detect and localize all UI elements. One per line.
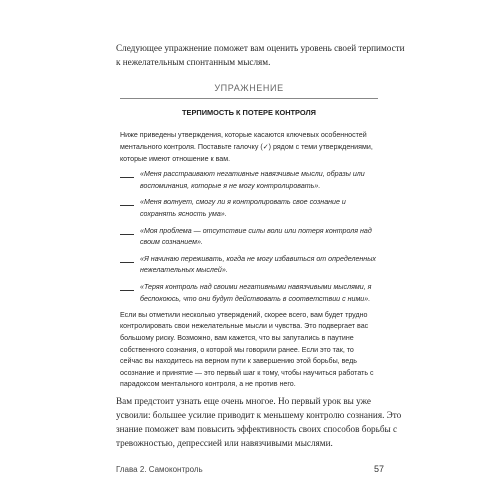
statement-text: «Меня волнует, смогу ли я контролировать свое сознание и сохранять ясность ума». — [140, 198, 346, 219]
statement-item — [120, 254, 378, 278]
checkbox-blank — [120, 226, 134, 235]
statement-text: «Моя проблема — отсутствие силы воли или потеря контроля над своим сознанием». — [140, 226, 372, 247]
statement-item — [120, 169, 378, 193]
checkbox-blank — [120, 282, 134, 291]
statement-item — [120, 197, 378, 221]
checkbox-blank — [120, 197, 134, 206]
statement-list — [120, 169, 378, 305]
page-number: 57 — [373, 464, 384, 474]
statement-text: «Теряя контроль над своими негативными навязчивыми мыслями, я беспокоюсь, что они будут действовать в соответствии с ними». — [140, 282, 372, 303]
statement-item — [120, 282, 378, 306]
footer-chapter: Глава 2. Самоконтроль — [116, 465, 203, 474]
exercise-conclusion: Если вы отметили несколько утверждений, скорее всего, вам будет трудно контролировать свои нежелательные мысли и чувства. Это подвергает вас большому риску. Возможно, вам кажется, что вы запутались в паутине собственного сознания, о которой мы говорили ранее. Если это так, то сейчас вы находитесь на верном пути к завершению этой борьбы, ведь осознание и принятие — это первый шаг к тому, чтобы научиться работать с парадоксом ментального контроля, а не против него. — [120, 310, 374, 389]
exercise-divider — [120, 98, 378, 99]
exercise-box — [120, 81, 378, 391]
outro-paragraph: Вам предстоит узнать еще очень многое. Но первый урок вы уже усвоили: большее усилие приводит к меньшему контролю сознания. Это знание поможет вам повысить эффективность своих способов борьбы с тревожностью, депрессией или навязчивыми мыслями. — [116, 396, 402, 448]
checkbox-blank — [120, 254, 134, 263]
exercise-tag: УПРАЖНЕНИЕ — [214, 83, 284, 93]
checkbox-blank — [120, 169, 134, 178]
statement-text: «Меня расстраивают негативные навязчивые мысли, образы или воспоминания, которые я не могу контролировать». — [140, 170, 365, 191]
exercise-instructions: Ниже приведены утверждения, которые касаются ключевых особенностей ментального контроля. Поставьте галочку (✓) рядом с теми утверждениями, которые имеют отношение к вам. — [120, 131, 373, 163]
intro-paragraph: Следующее упражнение поможет вам оценить уровень своей терпимости к нежелательным спонтанным мыслям. — [116, 43, 405, 67]
statement-text: «Я начинаю переживать, когда не могу избавиться от определенных нежелательных мыслей». — [140, 254, 376, 275]
statement-item — [120, 226, 378, 250]
exercise-title: ТЕРПИМОСТЬ К ПОТЕРЕ КОНТРОЛЯ — [182, 108, 316, 117]
